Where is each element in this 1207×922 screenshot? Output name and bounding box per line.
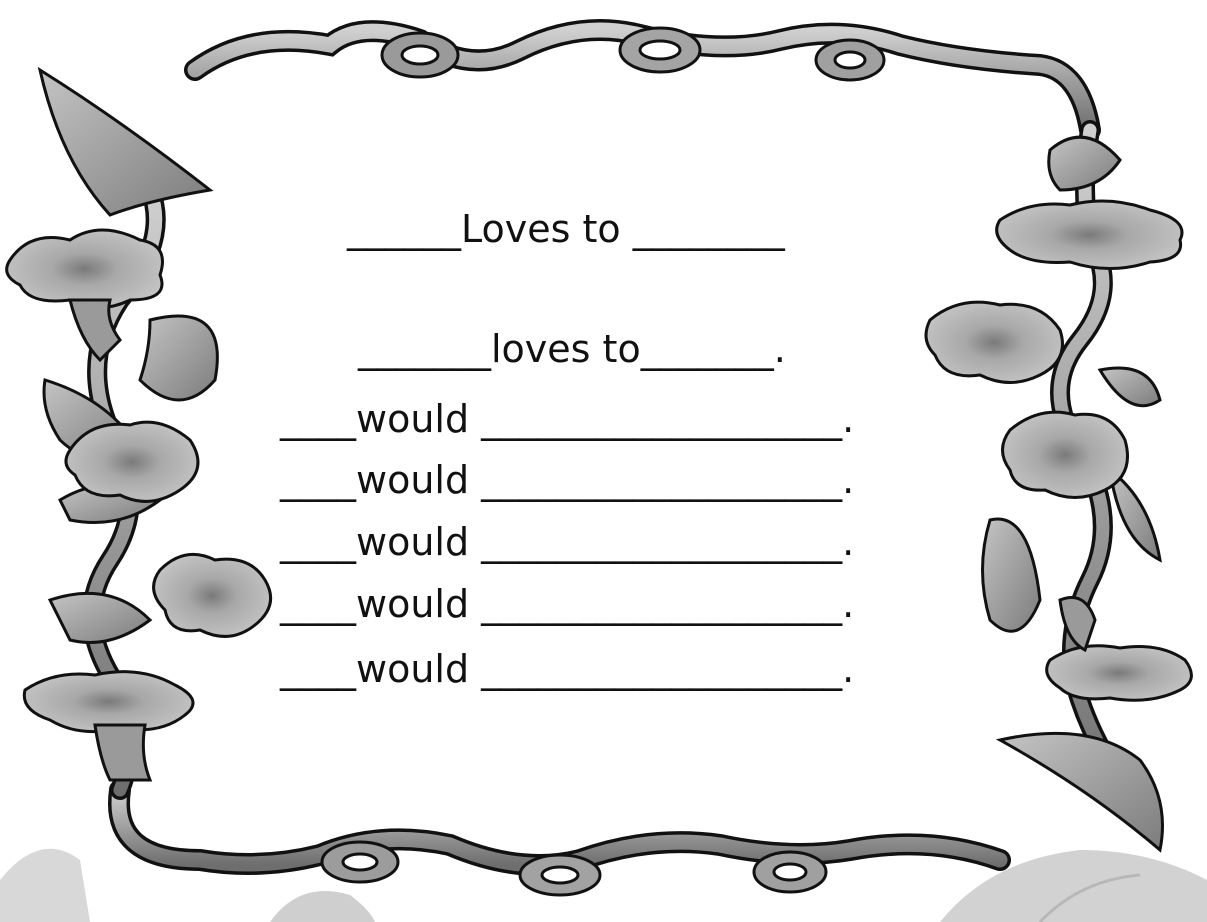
worksheet-line-4: ____would ___________________. [280,458,855,502]
worksheet-line-2: _______loves to_______. [358,327,786,371]
worksheet-line-7: ____would ___________________. [280,647,855,691]
right-flowers [926,201,1191,700]
worksheet-line-1: ______Loves to ________ [347,207,785,251]
top-vine [195,28,1090,130]
bottom-vine [119,790,1000,895]
worksheet-line-6: ____would ___________________. [280,582,855,626]
worksheet-line-3: ____would ___________________. [280,397,855,441]
worksheet-line-5: ____would ___________________. [280,520,855,564]
